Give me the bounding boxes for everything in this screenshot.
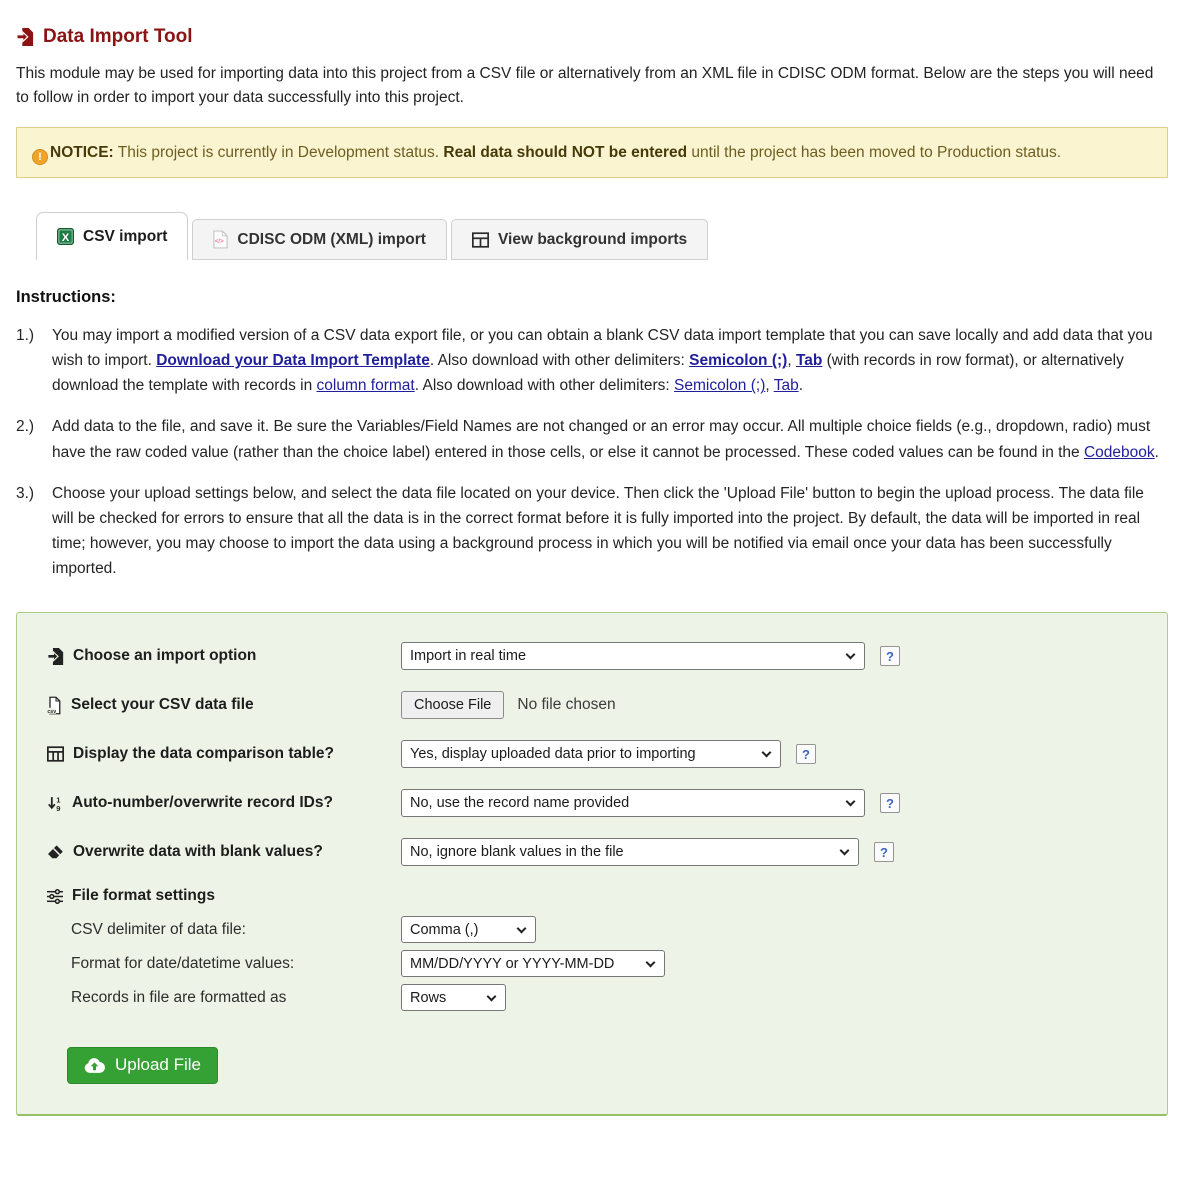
step-text-segment: . [798, 377, 804, 395]
comparison-table-select-wrap [401, 740, 781, 768]
comparison-table-select[interactable] [401, 740, 781, 768]
upload-button-label: Upload File [115, 1055, 201, 1075]
tab-label: View background imports [497, 230, 688, 248]
import-option-control [401, 642, 1137, 670]
tab-template-link[interactable]: Tab [795, 352, 823, 370]
file-import-icon [16, 28, 34, 46]
svg-text:1: 1 [56, 795, 61, 805]
tab-label: CDISC ODM (XML) import [237, 230, 426, 248]
instruction-step-2 [16, 414, 1168, 464]
comparison-table-label [47, 745, 401, 763]
overwrite-blanks-label [47, 843, 401, 861]
import-option-label [47, 647, 401, 665]
auto-number-select[interactable] [401, 789, 865, 817]
form-row-comparison-table [47, 740, 1137, 768]
svg-text:9: 9 [56, 803, 61, 812]
label-text: Select your CSV data file [71, 696, 254, 714]
step-number: 1.) [16, 327, 35, 345]
record-format-select[interactable] [401, 984, 506, 1011]
file-format-settings-heading [47, 887, 1137, 905]
auto-number-select-wrap [401, 789, 865, 817]
step-text [52, 414, 1168, 464]
codebook-link[interactable]: Codebook [1083, 443, 1155, 461]
form-row-overwrite-blanks [47, 838, 1137, 866]
record-format-select-wrap [401, 984, 506, 1011]
overwrite-blanks-control [401, 838, 1137, 866]
auto-number-help-button[interactable]: ? [880, 793, 900, 813]
notice-text-2: until the project has been moved to Production status. [687, 144, 1062, 162]
step-text-segment: You may import a modified version of a CSV data export file, or you can obtain a blank CSV data import template that you can save locally and add data that you wish to import. [52, 327, 1153, 370]
delimiter-select-wrap [401, 916, 536, 943]
comparison-table-control [401, 740, 1137, 768]
step-text-segment: , [787, 352, 796, 370]
step-text-segment: Add data to the file, and save it. Be sure the Variables/Field Names are not changed or an error may occur. All multiple choice fields (e.g., dropdown, radio) must have the raw coded value (rather than the choice label) entered in those cells, or else it cannot be processed. These coded values can be found in the [52, 418, 1151, 461]
sliders-icon [47, 889, 63, 904]
delimiter-select[interactable] [401, 916, 536, 943]
csv-file-control [401, 691, 1137, 719]
eraser-icon [47, 844, 64, 860]
date-format-label: Format for date/datetime values: [71, 954, 295, 972]
comparison-table-help-button[interactable]: ? [796, 744, 816, 764]
label-text: Choose an import option [73, 647, 257, 665]
table-icon [47, 746, 64, 762]
step-number: 2.) [16, 418, 35, 436]
choose-file-button[interactable]: Choose File [401, 691, 504, 719]
column-format-link[interactable]: column format [316, 377, 415, 395]
tab-column-link[interactable]: Tab [773, 377, 799, 395]
instruction-step-3 [16, 481, 1168, 581]
label-text: File format settings [72, 887, 215, 905]
page-title-text: Data Import Tool [43, 26, 193, 47]
step-text-segment: . [1154, 443, 1159, 461]
excel-file-icon [57, 228, 74, 245]
page-title [16, 26, 1168, 48]
import-option-help-button[interactable]: ? [880, 646, 900, 666]
label-text: Display the data comparison table? [73, 745, 334, 763]
date-format-select[interactable] [401, 950, 665, 977]
record-format-label: Records in file are formatted as [71, 988, 287, 1006]
date-format-select-wrap [401, 950, 665, 977]
semicolon-template-link[interactable]: Semicolon (;) [689, 352, 788, 370]
overwrite-blanks-select-wrap [401, 838, 859, 866]
step-text-segment: . Also download with other delimiters: [414, 377, 675, 395]
notice-bold-text: Real data should NOT be entered [443, 144, 688, 162]
form-row-auto-number [47, 789, 1137, 817]
step-text-segment: . Also download with other delimiters: [429, 352, 690, 370]
overwrite-blanks-help-button[interactable]: ? [874, 842, 894, 862]
form-row-import-option [47, 642, 1137, 670]
step-text-segment: (with records in row format), or alternatively download the template with records in [52, 352, 1124, 395]
semicolon-column-link[interactable]: Semicolon (;) [674, 377, 766, 395]
tab-label: CSV import [83, 227, 168, 245]
file-import-icon [47, 648, 64, 665]
svg-text:X: X [61, 231, 70, 244]
step-number: 3.) [16, 484, 35, 502]
cloud-upload-icon [84, 1058, 105, 1073]
tab-view-background-imports[interactable] [451, 219, 708, 260]
svg-text:</>: </> [215, 237, 225, 245]
warning-icon: ! [32, 149, 48, 165]
tab-bar [36, 212, 1168, 260]
instructions-heading: Instructions: [16, 288, 116, 307]
delimiter-label: CSV delimiter of data file: [71, 920, 246, 938]
form-subrow-date-format [71, 950, 1137, 977]
overwrite-blanks-select[interactable] [401, 838, 859, 866]
import-option-select[interactable] [401, 642, 865, 670]
file-status-text: No file chosen [517, 696, 616, 714]
table-icon [472, 232, 489, 248]
step-text: Choose your upload settings below, and select the data file located on your device. Then click the 'Upload File' button to begin the upload process. The data file will be checked for errors to ensure that all the data is in the correct format before it is fully imported into the project. By default, the data will be imported in real time; however, you may choose to import the data using a background process in which you will be notified via email once your data has been successfully imported. [52, 484, 1144, 578]
intro-paragraph: This module may be used for importing data into this project from a CSV file or alternatively from an XML file in CDISC ODM format. Below are the steps you will need to follow in order to import your data successfully into this project. [16, 65, 1154, 107]
notice-label: NOTICE: [50, 144, 114, 162]
instruction-step-1 [16, 323, 1168, 398]
notice-banner [16, 127, 1168, 178]
file-csv-icon [47, 696, 62, 715]
xml-file-icon [213, 230, 228, 249]
import-option-select-wrap [401, 642, 865, 670]
form-subrow-record-format [71, 984, 1137, 1011]
upload-file-button[interactable] [67, 1047, 218, 1084]
step-text-segment: , [765, 377, 774, 395]
tab-cdisc-odm-import[interactable] [192, 219, 447, 260]
label-text: Auto-number/overwrite record IDs? [72, 794, 333, 812]
step-text [52, 323, 1168, 398]
notice-text-1: This project is currently in Development status. [113, 144, 444, 162]
upload-settings-panel [16, 612, 1168, 1116]
tab-csv-import[interactable] [36, 212, 188, 260]
auto-number-label [47, 794, 401, 812]
auto-number-control [401, 789, 1137, 817]
svg-text:csv: csv [47, 708, 57, 715]
csv-file-label [47, 696, 401, 715]
download-template-link[interactable]: Download your Data Import Template [156, 352, 430, 370]
form-row-csv-file [47, 691, 1137, 719]
sort-numeric-down-icon [47, 795, 63, 812]
form-subrow-delimiter [71, 916, 1137, 943]
label-text: Overwrite data with blank values? [73, 843, 323, 861]
